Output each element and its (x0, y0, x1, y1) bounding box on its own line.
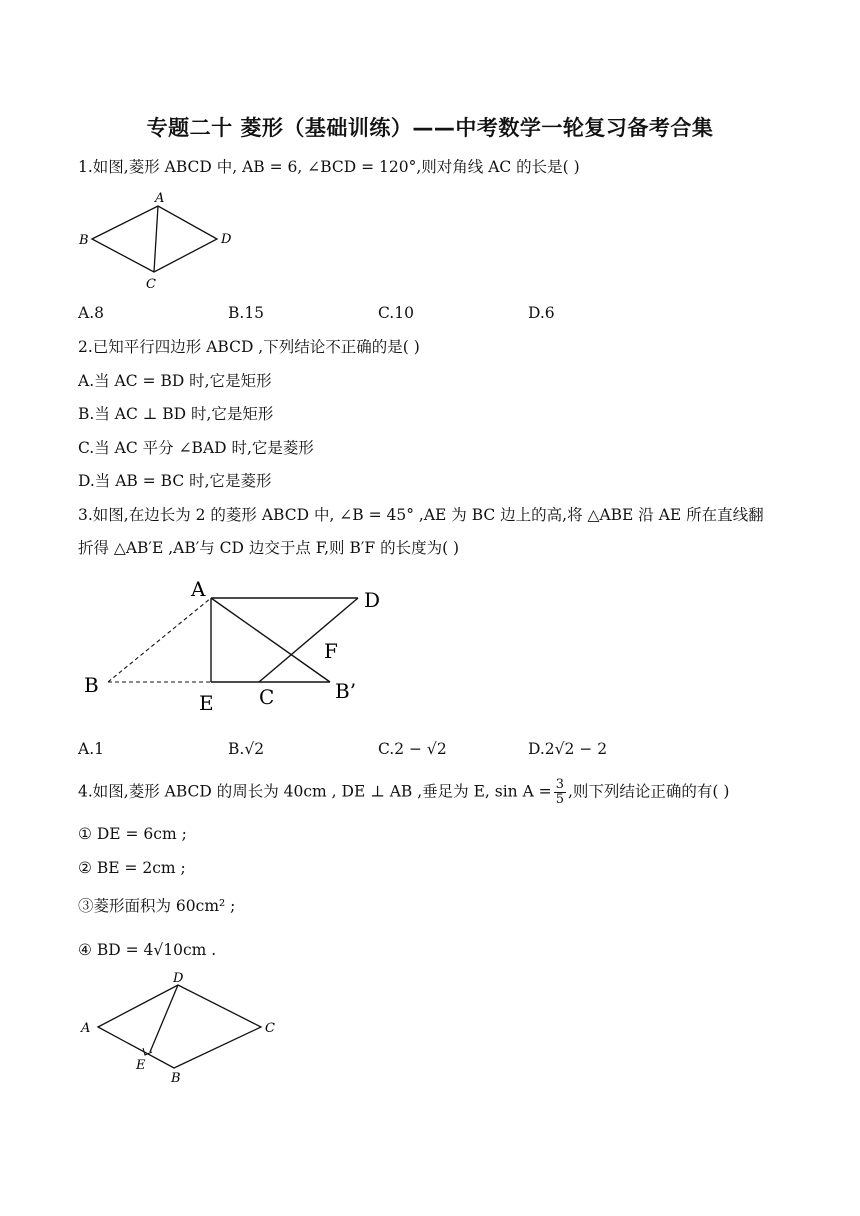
q3-stem-line2: 折得 △AB′E ,AB′与 CD 边交于点 F,则 B′F 的长度为( ) (78, 539, 460, 557)
q4-label-d: D (173, 971, 184, 986)
q4-rhombus (98, 985, 261, 1068)
q3-label-c: C (259, 685, 275, 709)
q3-option-c: C.2 − √2 (378, 740, 447, 758)
q4-sin-fraction (554, 778, 566, 807)
q4-stem-part2: ,则下列结论正确的有( ) (567, 782, 730, 801)
q4-frac-numerator: 3 (555, 777, 564, 792)
q2-option-d: D.当 AB = BC 时,它是菱形 (78, 472, 272, 490)
q3-stem-line1: 3.如图,在边长为 2 的菱形 ABCD 中, ∠B = 45° ,AE 为 BC 边上的高,将 △ABE 沿 AE 所在直线翻 (78, 506, 764, 524)
page-title: 专题二十 菱形（基础训练）——中考数学一轮复习备考合集 (146, 116, 714, 140)
q3-label-a: A (191, 577, 206, 601)
q4-label-a: A (81, 1021, 91, 1036)
q2-option-b: B.当 AC ⊥ BD 时,它是矩形 (78, 405, 274, 423)
q3-segment-cd (259, 598, 358, 682)
q3-option-d: D.2√2 − 2 (528, 740, 608, 758)
q1-rhombus-figure (70, 188, 270, 298)
q3-label-d: D (364, 588, 381, 612)
q4-item-3: ③菱形面积为 60cm² ; (78, 897, 236, 915)
q1-option-b: B.15 (228, 304, 265, 322)
q4-segment-de (150, 985, 178, 1052)
q3-label-e: E (199, 691, 214, 715)
q2-option-c: C.当 AC 平分 ∠BAD 时,它是菱形 (78, 439, 314, 457)
q3-dashed-ab (108, 598, 211, 682)
q4-rhombus-figure (70, 968, 290, 1088)
q4-stem (78, 778, 729, 807)
q2-stem: 2.已知平行四边形 ABCD ,下列结论不正确的是( ) (78, 338, 420, 356)
q3-label-f: F (324, 639, 338, 663)
q4-label-e: E (136, 1058, 146, 1073)
q1-option-a: A.8 (78, 304, 104, 322)
q1-label-b: B (79, 233, 89, 248)
q1-label-d: D (221, 232, 232, 247)
q1-option-c: C.10 (378, 304, 414, 322)
q1-option-d: D.6 (528, 304, 555, 322)
q3-option-b: B.√2 (228, 740, 265, 758)
q3-segment-ab-prime (211, 598, 330, 682)
q4-frac-denominator: 5 (555, 792, 564, 807)
q4-label-b: B (171, 1071, 181, 1086)
q1-diagonal-ac (154, 206, 158, 272)
q4-item-2: ② BE = 2cm ; (78, 859, 186, 877)
q4-item-1: ① DE = 6cm ; (78, 825, 187, 843)
q3-fold-figure (78, 574, 398, 724)
q2-option-a: A.当 AC = BD 时,它是矩形 (78, 372, 272, 390)
q4-stem-part1: 4.如图,菱形 ABCD 的周长为 40cm , DE ⊥ AB ,垂足为 E, sin A = (78, 782, 552, 801)
q4-label-c: C (265, 1021, 275, 1036)
q3-label-b: B (84, 673, 99, 697)
q1-label-a: A (155, 191, 165, 206)
q3-label-b-prime: B’ (335, 679, 357, 703)
q3-option-a: A.1 (78, 740, 104, 758)
q1-stem: 1.如图,菱形 ABCD 中, AB = 6, ∠BCD = 120°,则对角线 AC 的长是( ) (78, 158, 580, 176)
q1-label-c: C (146, 277, 156, 292)
q4-item-4: ④ BD = 4√10cm . (78, 941, 217, 959)
